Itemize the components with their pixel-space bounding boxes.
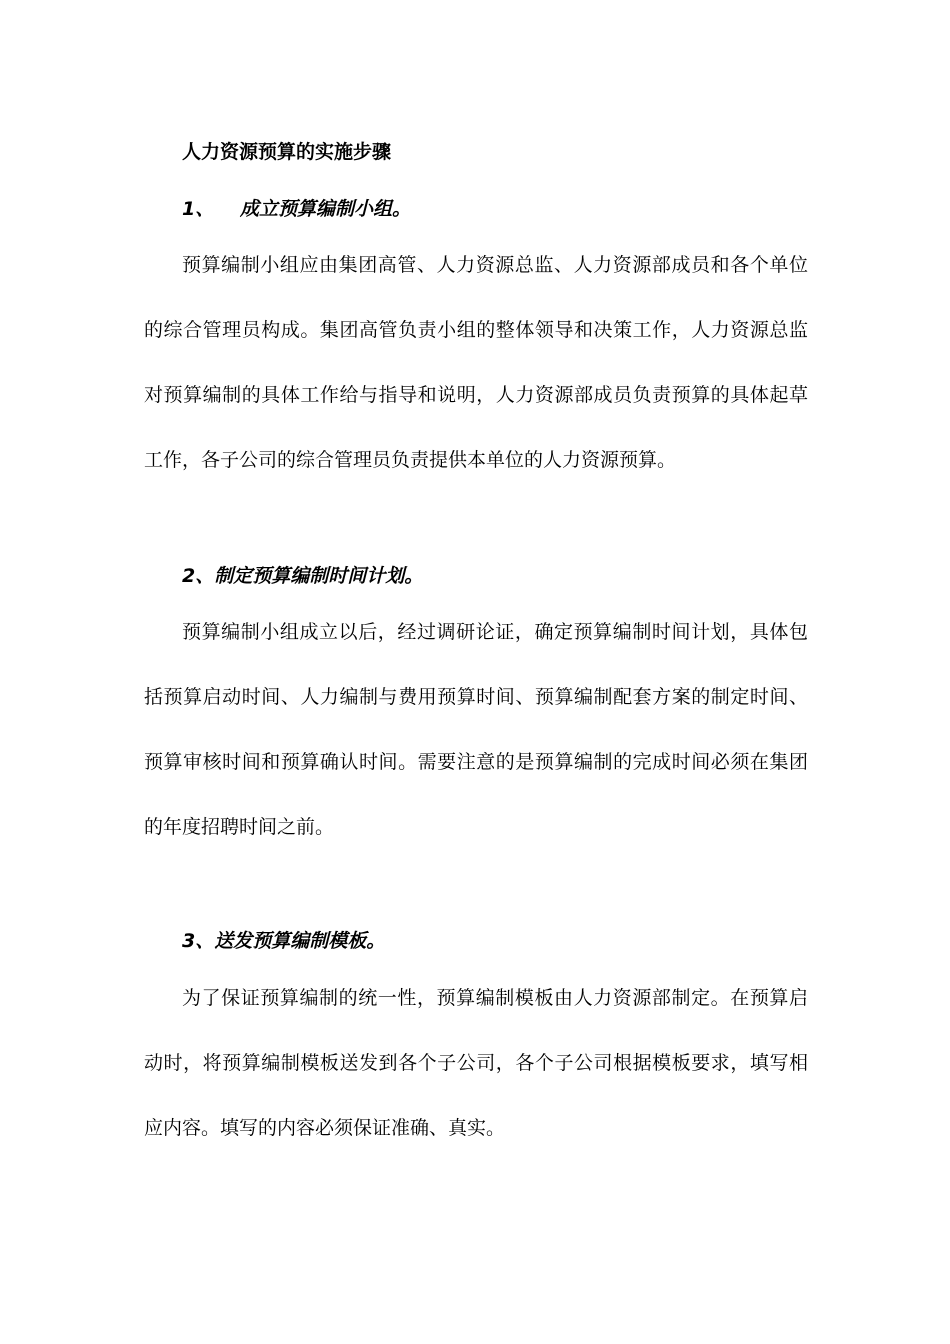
section-body-1: 预算编制小组应由集团高管、人力资源总监、人力资源部成员和各个单位的综合管理员构成。集团高管负责小组的整体领导和决策工作，人力资源总监对预算编制的具体工作给与指导和说明，人力资源部成员负责预算的具体起草工作，各子公司的综合管理员负责提供本单位的人力资源预算。 [144, 254, 808, 471]
document-title: 人力资源预算的实施步骤 [182, 141, 392, 163]
section-heading-text-1: 成立预算编制小组。 [240, 198, 412, 220]
section-heading-1 [182, 196, 411, 222]
section-heading-text-3: 送发预算编制模板。 [214, 930, 386, 952]
section-number-2: 2、 [182, 565, 215, 587]
section-body-2: 预算编制小组成立以后，经过调研论证，确定预算编制时间计划，具体包括预算启动时间、人力编制与费用预算时间、预算编制配套方案的制定时间、预算审核时间和预算确认时间。需要注意的是预算编制的完成时间必须在集团的年度招聘时间之前。 [144, 621, 808, 838]
section-body-3: 为了保证预算编制的统一性，预算编制模板由人力资源部制定。在预算启动时，将预算编制模板送发到各个子公司，各个子公司根据模板要求，填写相应内容。填写的内容必须保证准确、真实。 [144, 987, 808, 1139]
section-number-1: 1、 [182, 198, 215, 220]
section-heading-text-2: 制定预算编制时间计划。 [214, 565, 424, 587]
section-heading-2 [182, 563, 423, 589]
section-number-3: 3、 [182, 930, 215, 952]
section-heading-3 [182, 928, 385, 954]
